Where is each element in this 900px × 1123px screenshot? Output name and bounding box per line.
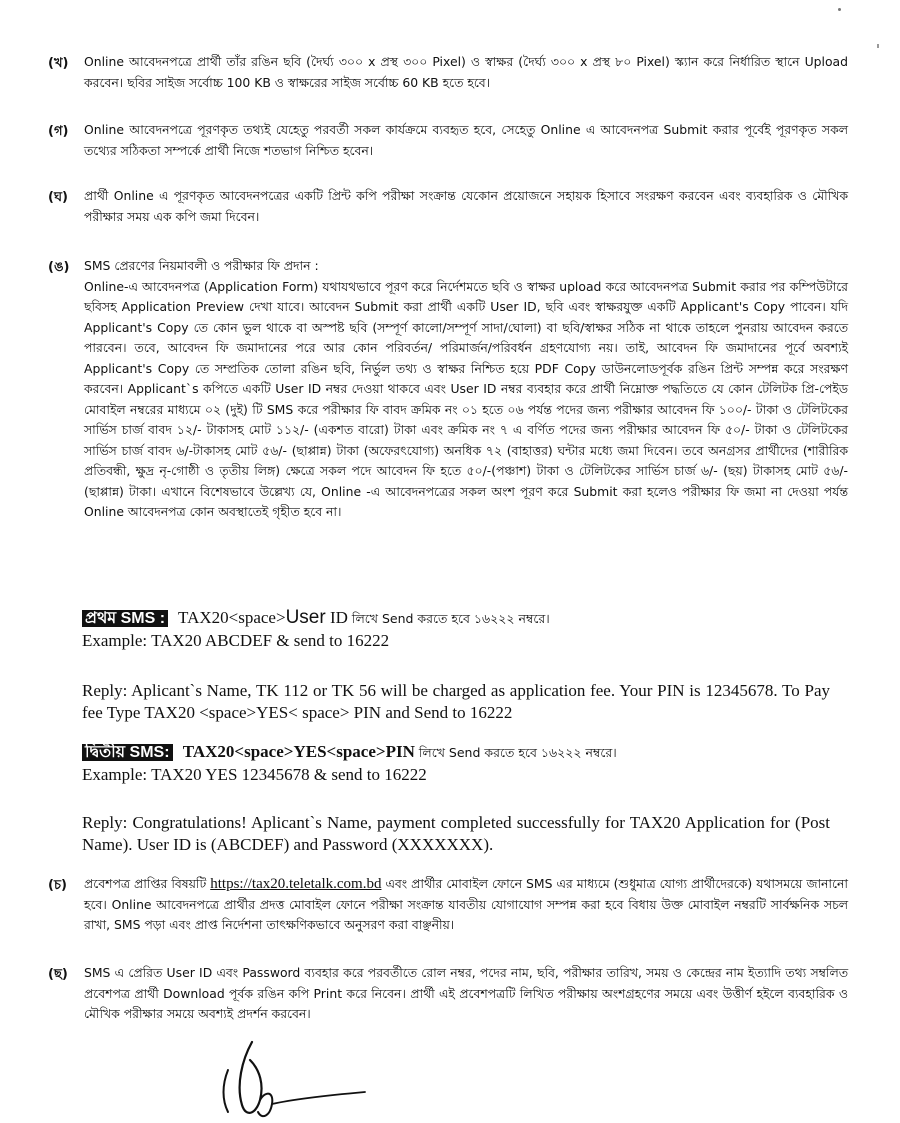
- clause-chha: [48, 963, 848, 1025]
- clause-text-pre: প্রবেশপত্র প্রাপ্তির বিষয়টি: [84, 876, 211, 891]
- clause-text: Online আবেদনপত্রে পূরণকৃত তথ্যই যেহেতু পরবর্তী সকল কার্যক্রমে ব্যবহৃত হবে, সেহেতু Online এ আবেদনপত্র Submit করার পূর্বেই পূরণকৃত সকল তথ্যের সঠিকতা সম্পর্কে প্রার্থী নিজে শতভাগ নিশ্চিত হবেন।: [84, 122, 848, 158]
- sms1-label: প্রথম SMS :: [82, 610, 168, 627]
- sms1-format-user: User: [285, 607, 326, 628]
- clause-text: SMS এ প্রেরিত User ID এবং Password ব্যবহার করে পরবর্তীতে রোল নম্বর, পদের নাম, ছবি, পরীক্ষার তারিখ, সময় ও কেন্দ্রের নাম ইত্যাদি তথ্য সম্বলিত প্রবেশপত্র প্রার্থী Download পূর্বক রঙিন কপি Print করে নিবেন। প্রার্থী এই প্রবেশপত্রটি লিখিত পরীক্ষায় অংশগ্রহণের সময়ে এবং উত্তীর্ণ হইলে ব্যবহারিক ও মৌখিক পরীক্ষার সময়ে অবশ্যই প্রদর্শন করবেন।: [84, 965, 848, 1021]
- sms1-format-bn: লিখে Send করতে হবে ১৬২২২ নম্বরে।: [347, 611, 550, 626]
- clause-marker: (গ): [48, 124, 69, 139]
- clause-nga: [48, 256, 848, 523]
- sms2-reply: Reply: Congratulations! Aplicant`s Name, payment completed successfully for TAX20 Application for (Post Name). User ID is (ABCDEF) and Password (XXXXXXX).: [82, 813, 830, 854]
- sms2-instruction: [82, 741, 842, 786]
- clause-text: প্রার্থী Online এ পূরণকৃত আবেদনপত্রের একটি প্রিন্ট কপি পরীক্ষা সংক্রান্ত যেকোন প্রয়োজনে সহায়ক হিসাবে সংরক্ষণ করবেন এবং ব্যবহারিক ও মৌখিক পরীক্ষার সময় এক কপি জমা দিবেন।: [84, 188, 848, 224]
- clause-heading: SMS প্রেরণের নিয়মাবলী ও পরীক্ষার ফি প্রদান :: [84, 258, 319, 273]
- clause-gha: [48, 186, 848, 227]
- sms2-format: TAX20<space>YES<space>PIN: [182, 742, 415, 761]
- sms2-label: দ্বিতীয় SMS:: [82, 744, 173, 761]
- clause-kha: [48, 52, 848, 93]
- sms2-format-bn: লিখে Send করতে হবে ১৬২২২ নম্বরে।: [414, 745, 617, 760]
- clause-marker: (ছ): [48, 967, 68, 982]
- sms2-example: Example: TAX20 YES 12345678 & send to 16222: [82, 765, 427, 784]
- clause-text: Online-এ আবেদনপত্র (Application Form) যথাযথভাবে পূরণ করে নির্দেশমতে ছবি ও স্বাক্ষর upload করে আবেদনপত্র Submit করার পর কম্পিউটারে ছবিসহ Application Preview দেখা যাবে। আবেদন Submit করা প্রার্থী একটি User ID, ছবি এবং স্বাক্ষরযুক্ত একটি Applicant's Copy পাবেন। যদি Applicant's Copy তে কোন ভুল থাকে বা অস্পষ্ট ছবি (সম্পূর্ণ কালো/সম্পূর্ণ সাদা/ঘোলা) বা ছবি/স্বাক্ষর সঠিক না থাকে তাহলে পুনরায় আবেদন করতে পারবেন। তবে, আবেদন ফি জমাদানের পরে আর কোন পরিবর্তন/ পরিমার্জন/পরিবর্ধন গ্রহণযোগ্য নয়। তাই, আবেদন ফি জমাদানের পূর্বে অবশ্যই Applicant's Copy তে সম্প্রতিক তোলা রঙিন ছবি, নির্ভুল তথ্য ও স্বাক্ষর নিশ্চিত হয়ে PDF Copy ডাউনলোডপূর্বক রঙিন প্রিন্ট সম্পন্ন করে সংরক্ষণ করবেন। Applicant`s কপিতে একটি User ID নম্বর দেওয়া থাকবে এবং User ID নম্বর ব্যবহার করে প্রার্থী নিম্নোক্ত পদ্ধতিতে যে কোন টেলিটক প্রি-পেইড মোবাইল নম্বরের মাধ্যমে ০২ (দুই) টি SMS করে পরীক্ষার ফি বাবদ ক্রমিক নং ০১ হতে ০৬ পর্যন্ত পদের জন্য পরীক্ষার আবেদন ফি ১০০/- টাকা ও টেলিটকের সার্ভিস চার্জ বাবদ ১২/- টাকাসহ মোট ১১২/- (একশত বারো) টাকা এবং ক্রমিক নং ৭ এ বর্ণিত পদের জন্য পরীক্ষার আবেদন ফি ৫০/- টাকা ও টেলিটকের সার্ভিস চার্জ বাবদ ৬/-টাকাসহ মোট ৫৬/- (ছাপ্পান্ন) টাকা (অফেরৎযোগ্য) অনধিক ৭২ (বাহাত্তর) ঘন্টার মধ্যে জমা দিবেন। তবে অনগ্রসর প্রার্থীদের (শারীরিক প্রতিবন্ধী, ক্ষুদ্র নৃ-গোষ্ঠী ও তৃতীয় লিঙ্গ) ক্ষেত্রে সকল পদে আবেদন ফি হতে ৫০/-(পঞ্চাশ) টাকা ও টেলিটকের সার্ভিস চার্জ ৬/- (ছয়) টাকাসহ মোট ৫৬/- (ছাপ্পান্ন) টাকা। এখানে বিশেষভাবে উল্লেখ্য যে, Online -এ আবেদনপত্রের সকল অংশ পূরণ করে Submit করা হলেও পরীক্ষার ফি জমা না দেওয়া পর্যন্ত Online আবেদনপত্র কোন অবস্থাতেই গৃহীত হবে না।: [84, 278, 848, 519]
- sms1-reply: Reply: Aplicant`s Name, TK 112 or TK 56 will be charged as application fee. Your PIN is 12345678. To Pay fee Type TAX20 <space>YES< space> PIN and Send to 16222: [82, 681, 830, 722]
- sms1-format-post: ID: [325, 608, 348, 627]
- clause-ga: [48, 120, 848, 161]
- clause-text: [84, 874, 848, 936]
- sms1-example: Example: TAX20 ABCDEF & send to 16222: [82, 631, 390, 650]
- sms1-instruction: [82, 607, 842, 652]
- clause-marker: (ঘ): [48, 190, 68, 205]
- clause-cha: [48, 874, 848, 936]
- website-link[interactable]: https://tax20.teletalk.com.bd: [210, 876, 382, 892]
- scan-speck: [877, 44, 879, 48]
- sms1-format-pre: TAX20<space>: [178, 608, 286, 627]
- clause-text: Online আবেদনপত্রে প্রার্থী তাঁর রঙিন ছবি (দৈর্ঘ্য ৩০০ x প্রস্থ ৩০০ Pixel) ও স্বাক্ষর (দৈর্ঘ্য ৩০০ x প্রস্থ ৮০ Pixel) স্ক্যান করে নির্ধারিত স্থানে Upload করবেন। ছবির সাইজ সর্বোচ্চ 100 KB ও স্বাক্ষরের সাইজ সর্বোচ্চ 60 KB হতে হবে।: [84, 54, 848, 90]
- clause-marker: (চ): [48, 878, 67, 893]
- clause-text-post: এবং প্রার্থীর মোবাইল ফোনে SMS এর মাধ্যমে (শুধুমাত্র যোগ্য প্রার্থীদেরকে) যথাসময়ে জানানো হবে। Online আবেদনপত্রে প্রার্থীর প্রদত্ত মোবাইল ফোনে পরীক্ষা সংক্রান্ত যাবতীয় যোগাযোগ সম্পন্ন করা হবে বিধায় উক্ত মোবাইল নম্বরটি সার্বক্ষনিক সচল রাখা, SMS পড়া এবং প্রাপ্ত নির্দেশনা তাৎক্ষণিকভাবে অনুসরণ করা বাঞ্ছনীয়।: [84, 876, 848, 932]
- clause-marker: (ঙ): [48, 260, 70, 275]
- clause-marker: (খ): [48, 56, 69, 71]
- scan-speck: [838, 8, 841, 11]
- handwritten-signature: [200, 1030, 380, 1123]
